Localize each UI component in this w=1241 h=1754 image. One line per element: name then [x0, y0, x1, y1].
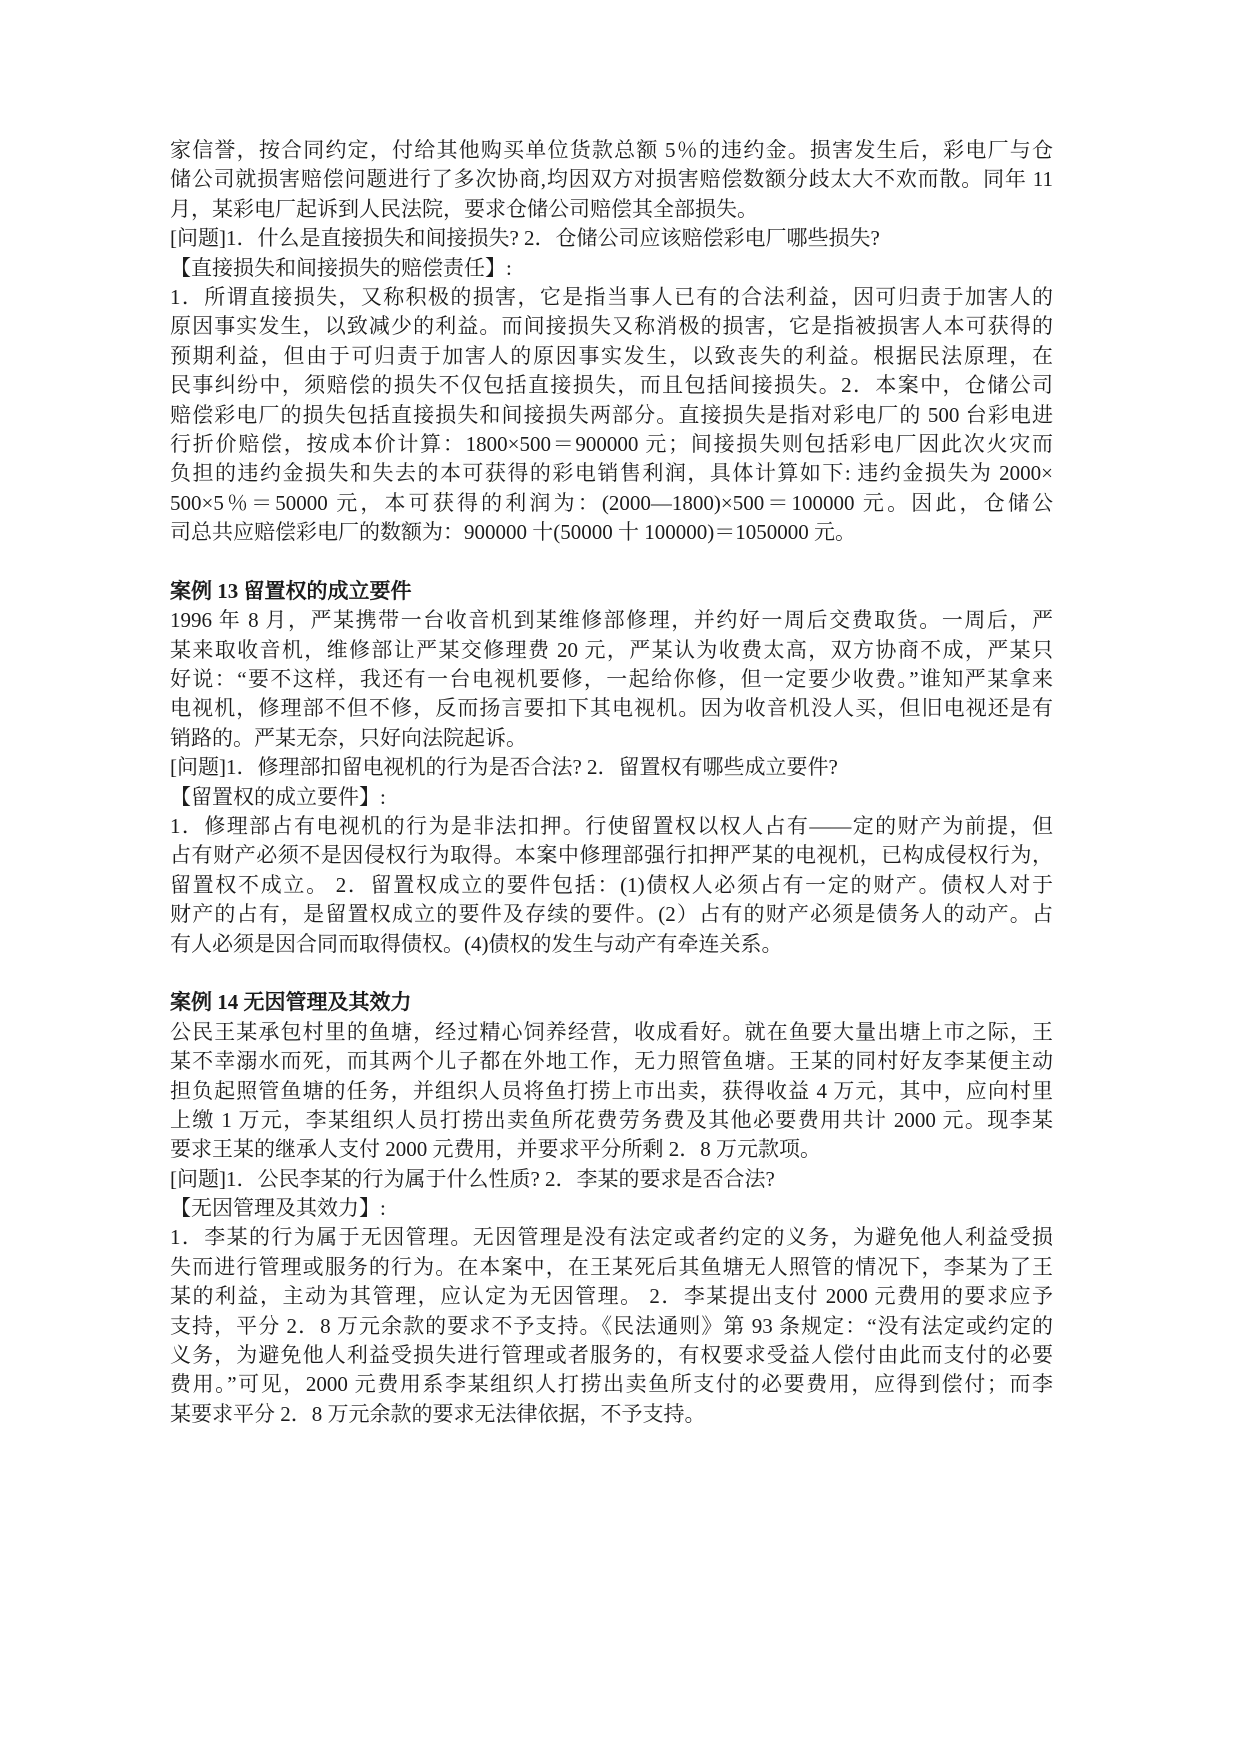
case13-question: [问题]1．修理部扣留电视机的行为是否合法? 2．留置权有哪些成立要件?: [170, 755, 838, 780]
case12-answer-line: 1．所谓直接损失，又称积极的损害，它是指当事人已有的合法利益，因可归责于加害人的: [170, 284, 1053, 309]
case14-answer-line: 费用。”可见，2000 元费用系李某组织人打捞出卖鱼所支付的必要费用，应得到偿付；而李: [170, 1372, 1053, 1397]
case12-answer-line: 预期利益，但由于可归责于加害人的原因事实发生，以致丧失的利益。根据民法原理，在: [170, 343, 1053, 368]
case13-answer-line: 占有财产必须不是因侵权行为取得。本案中修理部强行扣押严某的电视机，已构成侵权行为，: [170, 843, 1053, 868]
case14-answer-line: 某的利益，主动为其管理，应认定为无因管理。 2．李某提出支付 2000 元费用的要求应予: [170, 1284, 1053, 1309]
case14-facts-line: 公民王某承包村里的鱼塘，经过精心饲养经营，收成看好。就在鱼要大量出塘上市之际，王: [170, 1019, 1053, 1044]
case14-facts-line: 上缴 1 万元，李某组织人员打捞出卖鱼所花费劳务费及其他必要费用共计 2000 元。现李某: [170, 1107, 1053, 1132]
case14-answer-line: 支持，平分 2．8 万元余款的要求不予支持。《民法通则》第 93 条规定：“没有法定或约定的: [170, 1313, 1053, 1338]
case13-facts-line: 电视机，修理部不但不修，反而扬言要扣下其电视机。因为收音机没人买，但旧电视还是有: [170, 696, 1053, 721]
case12-facts-line: 家信誉，按合同约定，付给其他购买单位货款总额 5％的违约金。损害发生后，彩电厂与仓: [170, 138, 1053, 162]
case12-answer-heading: 【直接损失和间接损失的赔偿责任】:: [170, 255, 512, 280]
case12-answer-line: 民事纠纷中，须赔偿的损失不仅包括直接损失，而且包括间接损失。2．本案中，仓储公司: [170, 373, 1053, 398]
case13-facts-line: 销路的。严某无奈，只好向法院起诉。: [170, 725, 527, 750]
case14-title: 案例 14 无因管理及其效力: [170, 990, 412, 1015]
case14-question: [问题]1．公民李某的行为属于什么性质? 2．李某的要求是否合法?: [170, 1166, 775, 1191]
case13-facts-line: 好说：“要不这样，我还有一台电视机要修，一起给你修，但一定要少收费。”谁知严某拿来: [170, 667, 1053, 692]
case13-answer-line: 有人必须是因合同而取得债权。(4)债权的发生与动产有牵连关系。: [170, 931, 783, 956]
case14-facts-line: 要求王某的继承人支付 2000 元费用，并要求平分所剩 2．8 万元款项。: [170, 1137, 821, 1162]
case14-facts-line: 担负起照管鱼塘的任务，并组织人员将鱼打捞上市出卖，获得收益 4 万元，其中，应向村里: [170, 1078, 1053, 1103]
paragraph-spacer: [170, 547, 1053, 576]
case12-facts-line: 储公司就损害赔偿问题进行了多次协商,均因双方对损害赔偿数额分歧太大不欢而散。同年 11: [170, 167, 1053, 192]
case14-answer-line: 1．李某的行为属于无因管理。无因管理是没有法定或者约定的义务，为避免他人利益受损: [170, 1225, 1053, 1250]
case13-answer-heading: 【留置权的成立要件】:: [170, 784, 386, 809]
paragraph-spacer: [170, 959, 1053, 988]
case12-question: [问题]1．什么是直接损失和间接损失? 2．仓储公司应该赔偿彩电厂哪些损失?: [170, 226, 880, 251]
case13-answer-line: 留置权不成立。 2．留置权成立的要件包括：(1)债权人必须占有一定的财产。债权人对于: [170, 872, 1053, 897]
case13-answer-line: 财产的占有，是留置权成立的要件及存续的要件。(2）占有的财产必须是债务人的动产。占: [170, 902, 1053, 927]
case13-section: [170, 577, 1053, 959]
case12-answer-line: 行折价赔偿，按成本价计算：1800×500＝900000 元；间接损失则包括彩电厂因此次火灾而: [170, 431, 1053, 456]
case12-answer-line: 负担的违约金损失和失去的本可获得的彩电销售利润，具体计算如下: 违约金损失为 2000×: [170, 461, 1053, 486]
case12-answer-line: 司总共应赔偿彩电厂的数额为：900000 十(50000 十 100000)＝1050000 元。: [170, 520, 856, 545]
case13-answer-line: 1．修理部占有电视机的行为是非法扣押。行使留置权以权人占有——定的财产为前提，但: [170, 813, 1053, 838]
case12-answer-line: 原因事实发生，以致减少的利益。而间接损失又称消极的损害，它是指被损害人本可获得的: [170, 314, 1053, 339]
case12-answer-line: 500×5％＝50000 元，本可获得的利润为：(2000—1800)×500＝100000 元。因此，仓储公: [170, 490, 1053, 515]
document-page: [170, 136, 1053, 1429]
case12-facts-line: 月，某彩电厂起诉到人民法院，要求仓储公司赔偿其全部损失。: [170, 196, 758, 221]
case14-answer-line: 失而进行管理或服务的行为。在本案中，在王某死后其鱼塘无人照管的情况下，李某为了王: [170, 1254, 1053, 1279]
case12-section: [170, 136, 1053, 547]
case14-answer-heading: 【无因管理及其效力】:: [170, 1196, 386, 1221]
case13-title: 案例 13 留置权的成立要件: [170, 578, 412, 603]
case12-answer-line: 赔偿彩电厂的损失包括直接损失和间接损失两部分。直接损失是指对彩电厂的 500 台彩电进: [170, 402, 1053, 427]
case14-facts-line: 某不幸溺水而死，而其两个儿子都在外地工作，无力照管鱼塘。王某的同村好友李某便主动: [170, 1049, 1053, 1074]
case14-section: [170, 988, 1053, 1429]
case14-answer-line: 某要求平分 2．8 万元余款的要求无法律依据，不予支持。: [170, 1401, 706, 1426]
case13-facts-line: 1996 年 8 月，严某携带一台收音机到某维修部修理，并约好一周后交费取货。一周后，严: [170, 608, 1053, 633]
case14-answer-line: 义务，为避免他人利益受损失进行管理或者服务的，有权要求受益人偿付由此而支付的必要: [170, 1343, 1053, 1368]
case13-facts-line: 某来取收音机，维修部让严某交修理费 20 元，严某认为收费太高，双方协商不成，严某只: [170, 637, 1053, 662]
